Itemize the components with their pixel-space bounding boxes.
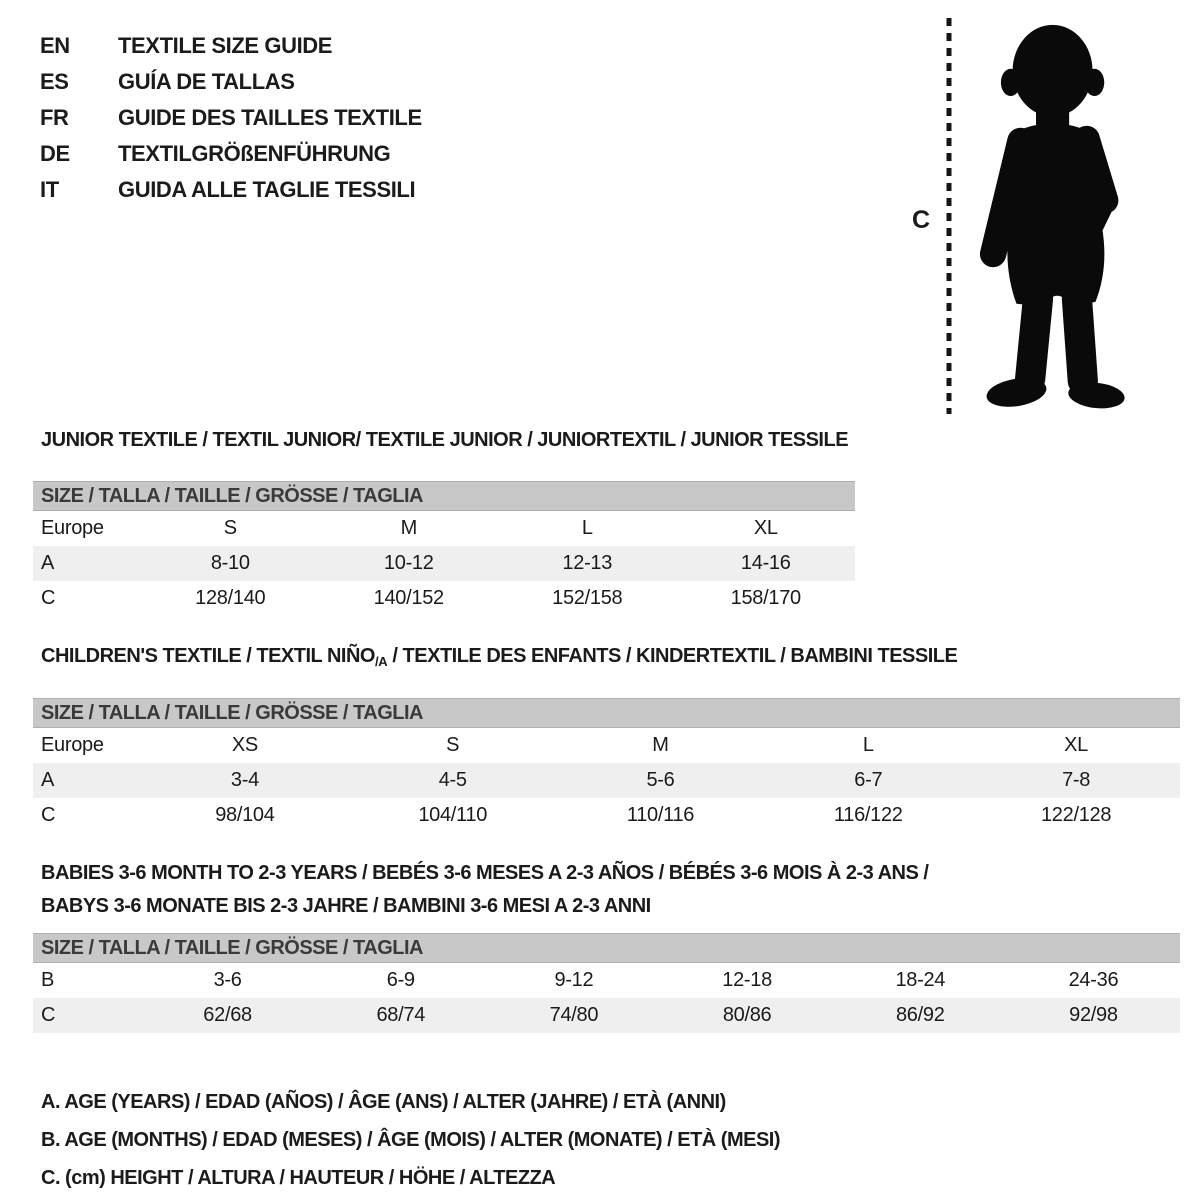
- months-cell: 24-36: [1068, 969, 1119, 991]
- height-cell: 152/158: [552, 587, 623, 609]
- footnote-age-years: A. AGE (YEARS) / EDAD (AÑOS) / ÂGE (ANS) / ALTER (JAHRE) / ETÀ (ANNI): [41, 1091, 726, 1113]
- children-table-header: SIZE / TALLA / TAILLE / GRÖSSE / TAGLIA: [33, 698, 1180, 728]
- language-row-fr: [40, 100, 422, 136]
- age-cell: 6-7: [854, 769, 883, 791]
- babies-table-header: SIZE / TALLA / TAILLE / GRÖSSE / TAGLIA: [33, 933, 1180, 963]
- age-cell: 10-12: [383, 552, 434, 574]
- size-cell: M: [652, 734, 669, 756]
- babies-size-table: [33, 933, 1180, 1033]
- language-title: GUÍA DE TALLAS: [118, 69, 295, 94]
- footnotes-block: [33, 1083, 1180, 1197]
- junior-row-height: [33, 581, 855, 616]
- language-header-block: [40, 28, 422, 208]
- row-label: A: [41, 552, 55, 574]
- language-title: GUIDE DES TAILLES TEXTILE: [118, 105, 422, 130]
- toddler-silhouette: [958, 12, 1153, 422]
- language-code: IT: [40, 177, 59, 202]
- junior-section-title: JUNIOR TEXTILE / TEXTIL JUNIOR/ TEXTILE JUNIOR / JUNIORTEXTIL / JUNIOR TESSILE: [41, 429, 849, 451]
- language-row-it: [40, 172, 422, 208]
- height-cell: 110/116: [626, 804, 695, 826]
- language-row-es: [40, 64, 422, 100]
- height-cell: 62/68: [203, 1004, 252, 1026]
- size-cell: L: [581, 517, 593, 539]
- size-cell: XS: [231, 734, 258, 756]
- row-label: Europe: [41, 734, 104, 756]
- babies-row-months: [33, 963, 1180, 998]
- height-cell: 98/104: [215, 804, 275, 826]
- language-title: TEXTILGRÖßENFÜHRUNG: [118, 141, 391, 166]
- children-row-age: [33, 763, 1180, 798]
- language-code: ES: [40, 69, 69, 94]
- language-code: EN: [40, 33, 70, 58]
- height-cell: 140/152: [373, 587, 444, 609]
- children-title-text: CHILDREN'S TEXTILE / TEXTIL NIÑO: [41, 645, 375, 667]
- size-cell: L: [862, 734, 874, 756]
- head: [1013, 25, 1093, 117]
- row-label: Europe: [41, 517, 104, 539]
- children-title-subscript: /A: [374, 654, 388, 669]
- row-label: B: [41, 969, 55, 991]
- junior-row-age: [33, 546, 855, 581]
- size-cell: M: [400, 517, 417, 539]
- leg-left: [1030, 299, 1038, 379]
- language-title: GUIDA ALLE TAGLIE TESSILI: [118, 177, 416, 202]
- children-row-europe: [33, 728, 1180, 763]
- age-cell: 8-10: [210, 552, 250, 574]
- junior-size-table: [33, 481, 855, 616]
- size-cell: S: [223, 517, 237, 539]
- age-cell: 5-6: [646, 769, 675, 791]
- height-cell: 92/98: [1069, 1004, 1118, 1026]
- row-label: C: [41, 587, 56, 609]
- height-cell: 122/128: [1040, 804, 1112, 826]
- children-title-text: / TEXTILE DES ENFANTS / KINDERTEXTIL / BAMBINI TESSILE: [387, 645, 958, 667]
- babies-title-line1: BABIES 3-6 MONTH TO 2-3 YEARS / BEBÉS 3-6 MESES A 2-3 AÑOS / BÉBÉS 3-6 MOIS À 2-3 ANS /: [41, 862, 929, 884]
- months-cell: 18-24: [895, 969, 946, 991]
- height-cell: 116/122: [833, 804, 903, 826]
- babies-title-line2: BABYS 3-6 MONATE BIS 2-3 JAHRE / BAMBINI 3-6 MESI A 2-3 ANNI: [41, 895, 651, 917]
- size-cell: S: [446, 734, 460, 756]
- height-dashed-line: [944, 16, 954, 416]
- months-cell: 3-6: [213, 969, 242, 991]
- leg-right: [1077, 299, 1083, 381]
- age-cell: 14-16: [740, 552, 791, 574]
- row-label: C: [41, 1004, 56, 1026]
- language-row-en: [40, 28, 422, 64]
- babies-section-title: [33, 857, 1180, 923]
- height-cell: 128/140: [195, 587, 266, 609]
- age-cell: 3-4: [230, 769, 259, 791]
- row-label: C: [41, 804, 56, 826]
- size-guide-content: [33, 428, 1180, 1197]
- age-cell: 12-13: [562, 552, 613, 574]
- language-row-de: [40, 136, 422, 172]
- months-cell: 6-9: [386, 969, 415, 991]
- age-cell: 7-8: [1062, 769, 1091, 791]
- language-code: DE: [40, 141, 70, 166]
- language-title: TEXTILE SIZE GUIDE: [118, 33, 333, 58]
- row-label: A: [41, 769, 55, 791]
- height-cell: 68/74: [376, 1004, 426, 1026]
- height-cell: 74/80: [549, 1004, 599, 1026]
- footnote-height-cm: C. (cm) HEIGHT / ALTURA / HAUTEUR / HÖHE / ALTEZZA: [41, 1167, 556, 1189]
- height-cell: 104/110: [418, 804, 488, 826]
- age-cell: 4-5: [438, 769, 467, 791]
- height-measure-label: C: [912, 206, 930, 234]
- babies-row-height: [33, 998, 1180, 1033]
- footnote-age-months: B. AGE (MONTHS) / EDAD (MESES) / ÂGE (MOIS) / ALTER (MONATE) / ETÀ (MESI): [41, 1129, 781, 1151]
- junior-row-europe: [33, 511, 855, 546]
- months-cell: 12-18: [722, 969, 772, 991]
- children-section-title: [33, 644, 1180, 674]
- height-cell: 80/86: [722, 1004, 772, 1026]
- children-size-table: [33, 698, 1180, 833]
- language-code: FR: [40, 105, 69, 130]
- junior-table-header: SIZE / TALLA / TAILLE / GRÖSSE / TAGLIA: [33, 481, 855, 511]
- months-cell: 9-12: [554, 969, 594, 991]
- children-row-height: [33, 798, 1180, 833]
- toddler-silhouette-shapes: [985, 25, 1126, 411]
- size-cell: XL: [753, 517, 778, 539]
- height-cell: 158/170: [730, 587, 801, 609]
- height-cell: 86/92: [895, 1004, 945, 1026]
- size-cell: XL: [1064, 734, 1089, 756]
